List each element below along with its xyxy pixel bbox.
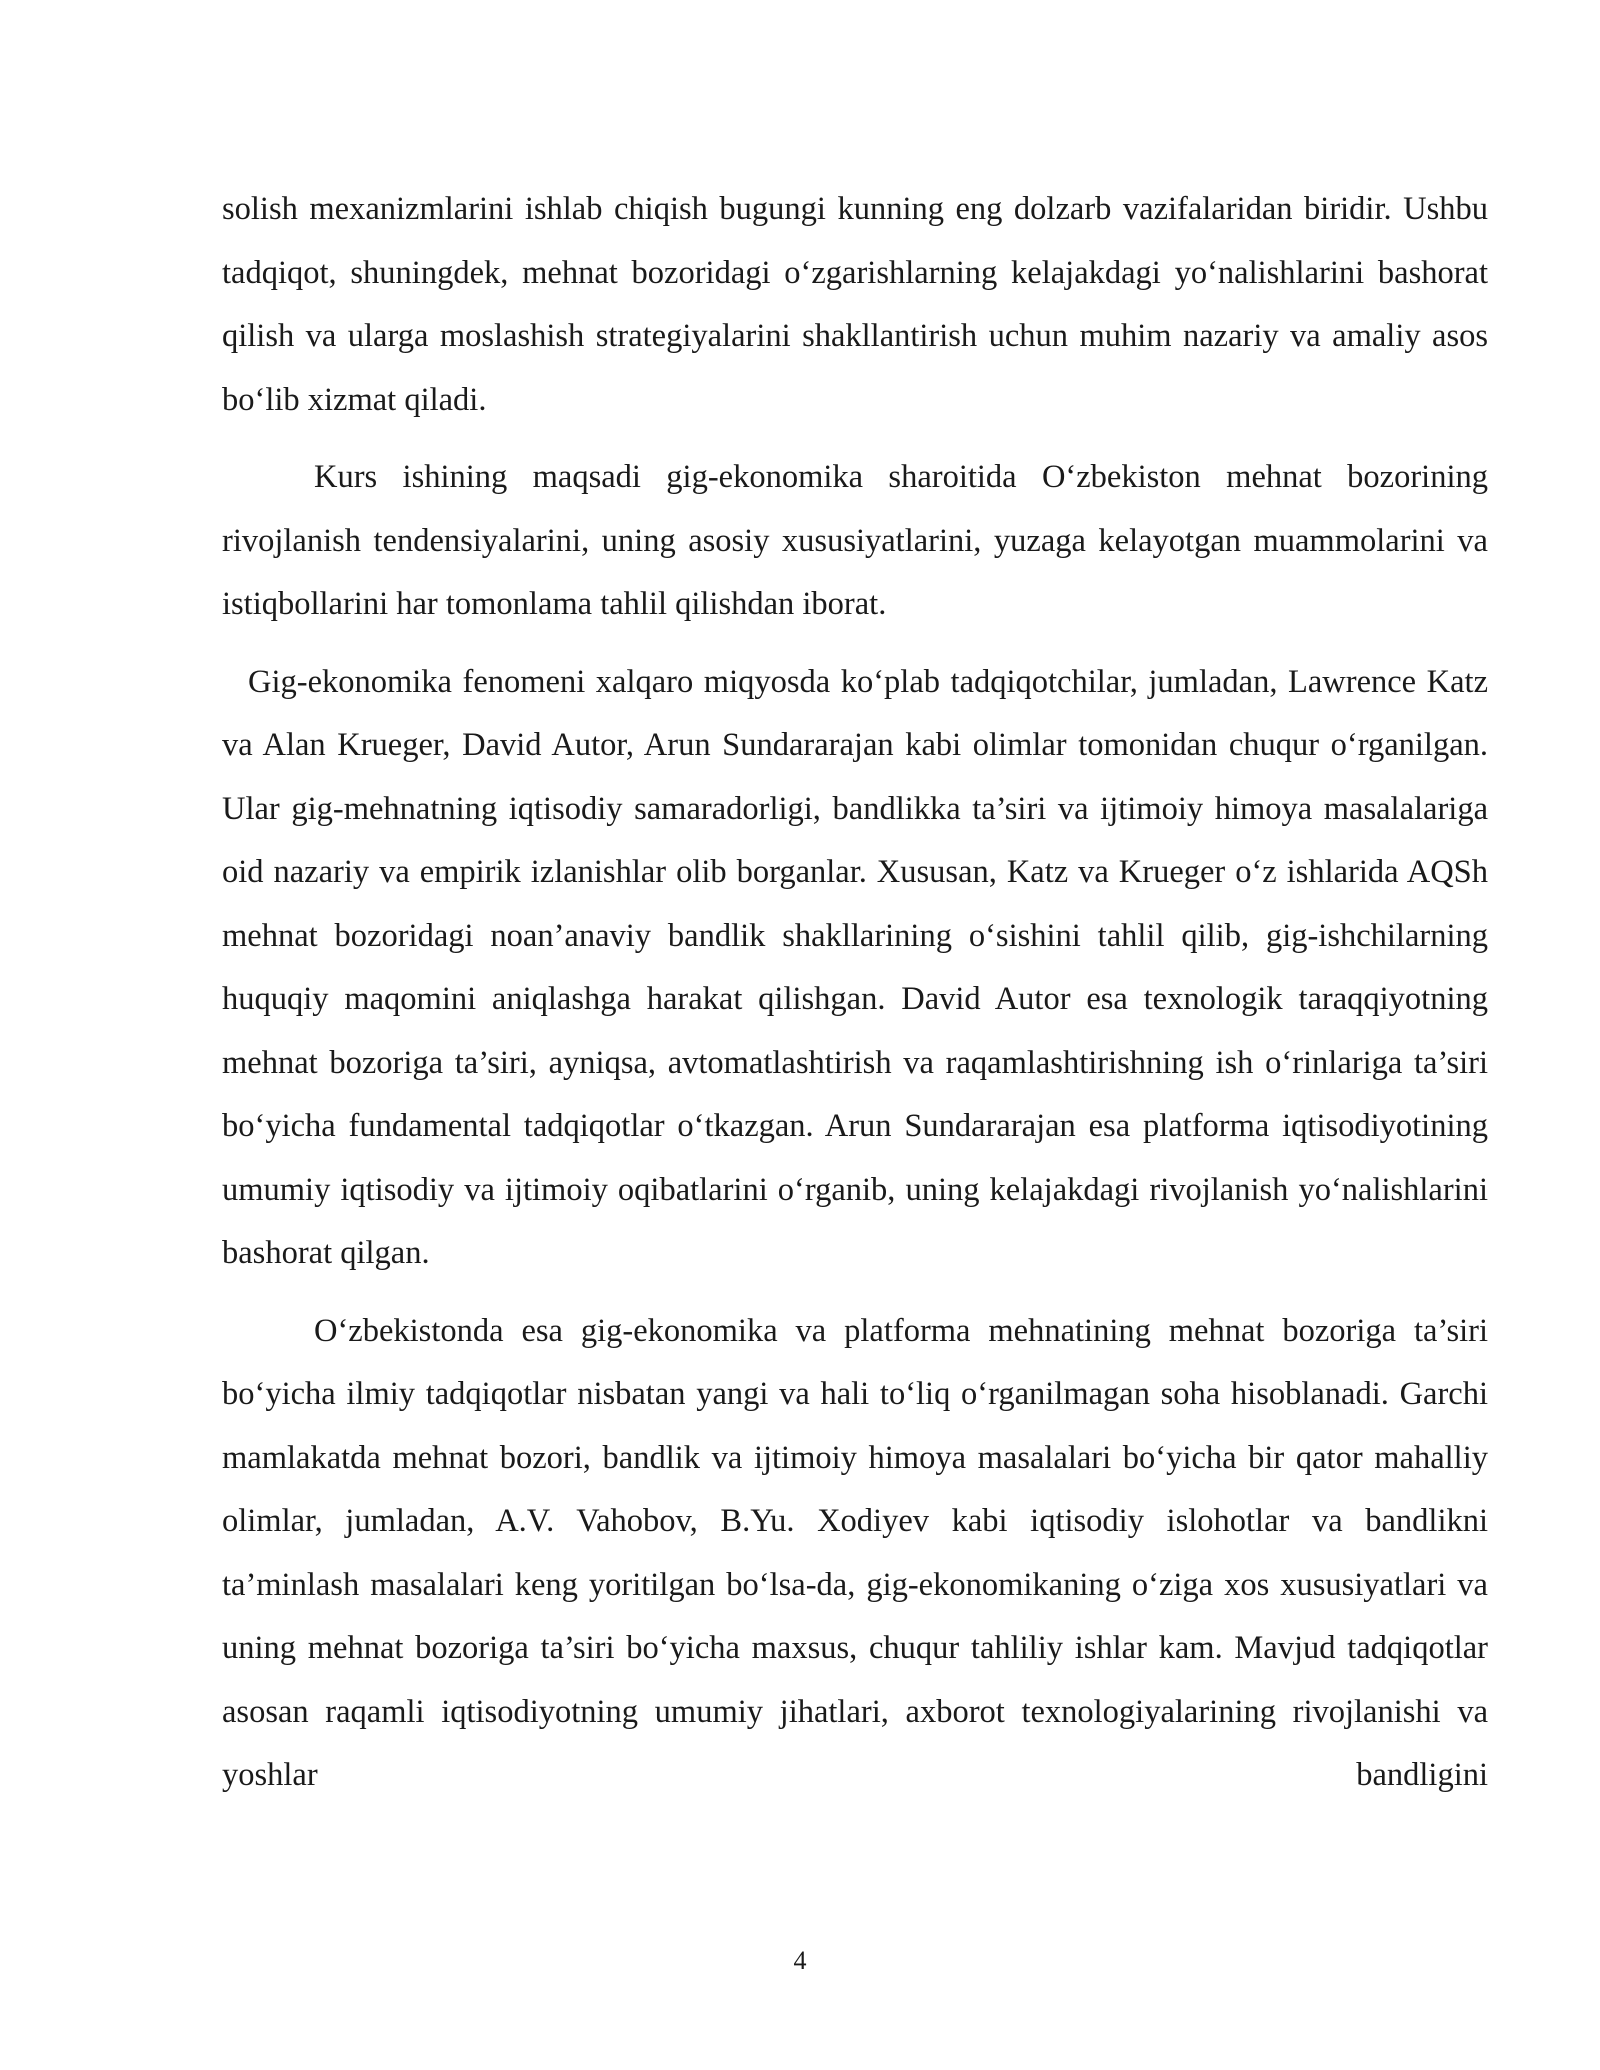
paragraph-4: O‘zbekistonda esa gig-ekonomika va platforma mehnatining mehnat bozoriga ta’siri bo‘yicha ilmiy tadqiqotlar nisbatan yangi va hali to‘liq o‘rganilmagan soha hisoblanadi. Garchi mamlakatda mehnat bozori, bandlik va ijtimoiy himoya masalalari bo‘yicha bir qator mahalliy olimlar, jumladan, A.V. Vahobov, B.Yu. Xodiyev kabi iqtisodiy islohotlar va bandlikni ta’minlash masalalari keng yoritilgan bo‘lsa-da, gig-ekonomikaning o‘ziga xos xususiyatlari va uning mehnat bozoriga ta’siri bo‘yicha maxsus, chuqur tahliliy ishlar kam. Mavjud tadqiqotlar asosan raqamli iqtisodiyotning umumiy jihatlari, axborot texnologiyalarining rivojlanishi va yoshlar bandligini — [222, 1312, 1488, 1793]
paragraph-3: Gig-ekonomika fenomeni xalqaro miqyosda ko‘plab tadqiqotchilar, jumladan, Lawrence Katz va Alan Krueger, David Autor, Arun Sundararajan kabi olimlar tomonidan chuqur o‘rganilgan. Ular gig-mehnatning iqtisodiy samaradorligi, bandlikka ta’siri va ijtimoiy himoya masalalariga oid nazariy va empirik izlanishlar olib borganlar. Xususan, Katz va Krueger o‘z ishlarida AQSh mehnat bozoridagi noan’anaviy bandlik shakllarining o‘sishini tahlil qilib, gig-ishchilarning huquqiy maqomini aniqlashga harakat qilishgan. David Autor esa texnologik taraqqiyotning mehnat bozoriga ta’siri, ayniqsa, avtomatlashtirish va raqamlashtirishning ish o‘rinlariga ta’siri bo‘yicha fundamental tadqiqotlar o‘tkazgan. Arun Sundararajan esa platforma iqtisodiyotining umumiy iqtisodiy va ijtimoiy oqibatlarini o‘rganib, uning kelajakdagi rivojlanish yo‘nalishlarini bashorat qilgan. — [222, 663, 1488, 1271]
paragraph-2: Kurs ishining maqsadi gig-ekonomika sharoitida O‘zbekiston mehnat bozorining rivojlanish tendensiyalarini, uning asosiy xususiyatlarini, yuzaga kelayotgan muammolarini va istiqbollarini har tomonlama tahlil qilishdan iborat. — [222, 459, 1488, 622]
paragraph-1: solish mexanizmlarini ishlab chiqish bugungi kunning eng dolzarb vazifalaridan biridir. Ushbu tadqiqot, shuningdek, mehnat bozoridagi o‘zgarishlarning kelajakdagi yo‘nalishlarini bashorat qilish va ularga moslashish strategiyalarini shakllantirish uchun muhim nazariy va amaliy asos bo‘lib xizmat qiladi. — [222, 191, 1488, 418]
page-number: 4 — [793, 1946, 807, 1975]
page-body — [222, 178, 1488, 1808]
